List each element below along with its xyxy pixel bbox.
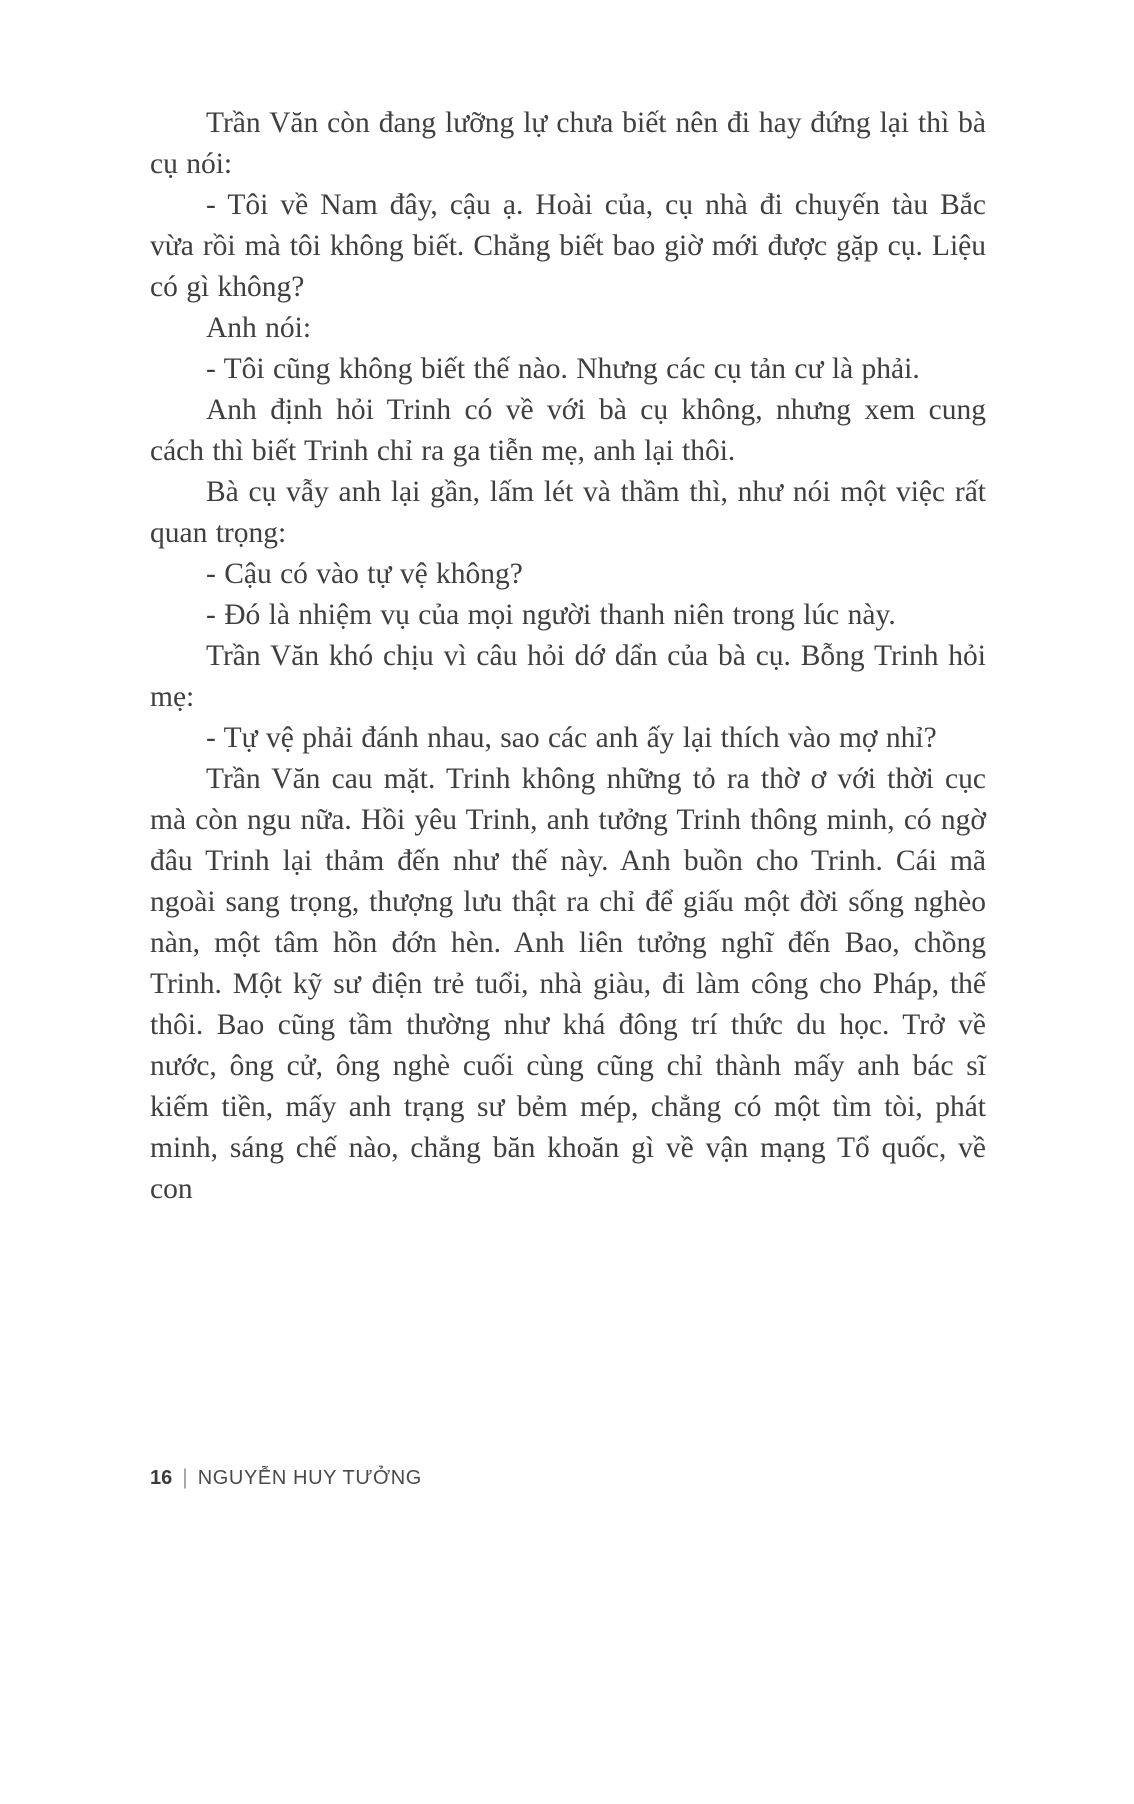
paragraph: Trần Văn khó chịu vì câu hỏi dớ dẩn của bà cụ. Bỗng Trinh hỏi mẹ: <box>150 640 986 713</box>
footer-author: NGUYỄN HUY TƯỞNG <box>197 1466 422 1489</box>
page-number: 16 <box>150 1466 173 1489</box>
paragraph: - Tự vệ phải đánh nhau, sao các anh ấy lại thích vào mợ nhỉ? <box>206 722 937 754</box>
paragraph: Trần Văn còn đang lưỡng lự chưa biết nên đi hay đứng lại thì bà cụ nói: <box>150 107 986 180</box>
page-footer <box>150 1466 422 1490</box>
paragraph: - Cậu có vào tự vệ không? <box>206 558 523 590</box>
paragraph: Anh định hỏi Trinh có về với bà cụ không, nhưng xem cung cách thì biết Trinh chỉ ra ga tiễn mẹ, anh lại thôi. <box>150 394 986 467</box>
body-text <box>150 103 986 1210</box>
paragraph: - Tôi cũng không biết thế nào. Nhưng các cụ tản cư là phải. <box>206 353 920 385</box>
paragraph: - Đó là nhiệm vụ của mọi người thanh niên trong lúc này. <box>206 599 896 631</box>
paragraph: Anh nói: <box>206 312 312 344</box>
paragraph: Trần Văn cau mặt. Trinh không những tỏ ra thờ ơ với thời cục mà còn ngu nữa. Hồi yêu Trinh, anh tưởng Trinh thông minh, có ngờ đâu Trinh lại thảm đến như thế này. Anh buồn cho Trinh. Cái mã ngoài sang trọng, thượng lưu thật ra chỉ để giấu một đời sống nghèo nàn, một tâm hồn đớn hèn. Anh liên tưởng nghĩ đến Bao, chồng Trinh. Một kỹ sư điện trẻ tuổi, nhà giàu, đi làm công cho Pháp, thế thôi. Bao cũng tầm thường như khá đông trí thức du học. Trở về nước, ông cử, ông nghè cuối cùng cũng chỉ thành mấy anh bác sĩ kiếm tiền, mấy anh trạng sư bẻm mép, chẳng có một tìm tòi, phát minh, sáng chế nào, chẳng băn khoăn gì về vận mạng Tổ quốc, về con <box>150 763 986 1205</box>
paragraph: - Tôi về Nam đây, cậu ạ. Hoài của, cụ nhà đi chuyến tàu Bắc vừa rồi mà tôi không biết. Chẳng biết bao giờ mới được gặp cụ. Liệu có gì không? <box>150 189 986 303</box>
paragraph: Bà cụ vẫy anh lại gần, lấm lét và thầm thì, như nói một việc rất quan trọng: <box>150 476 986 549</box>
footer-separator: | <box>182 1466 188 1489</box>
